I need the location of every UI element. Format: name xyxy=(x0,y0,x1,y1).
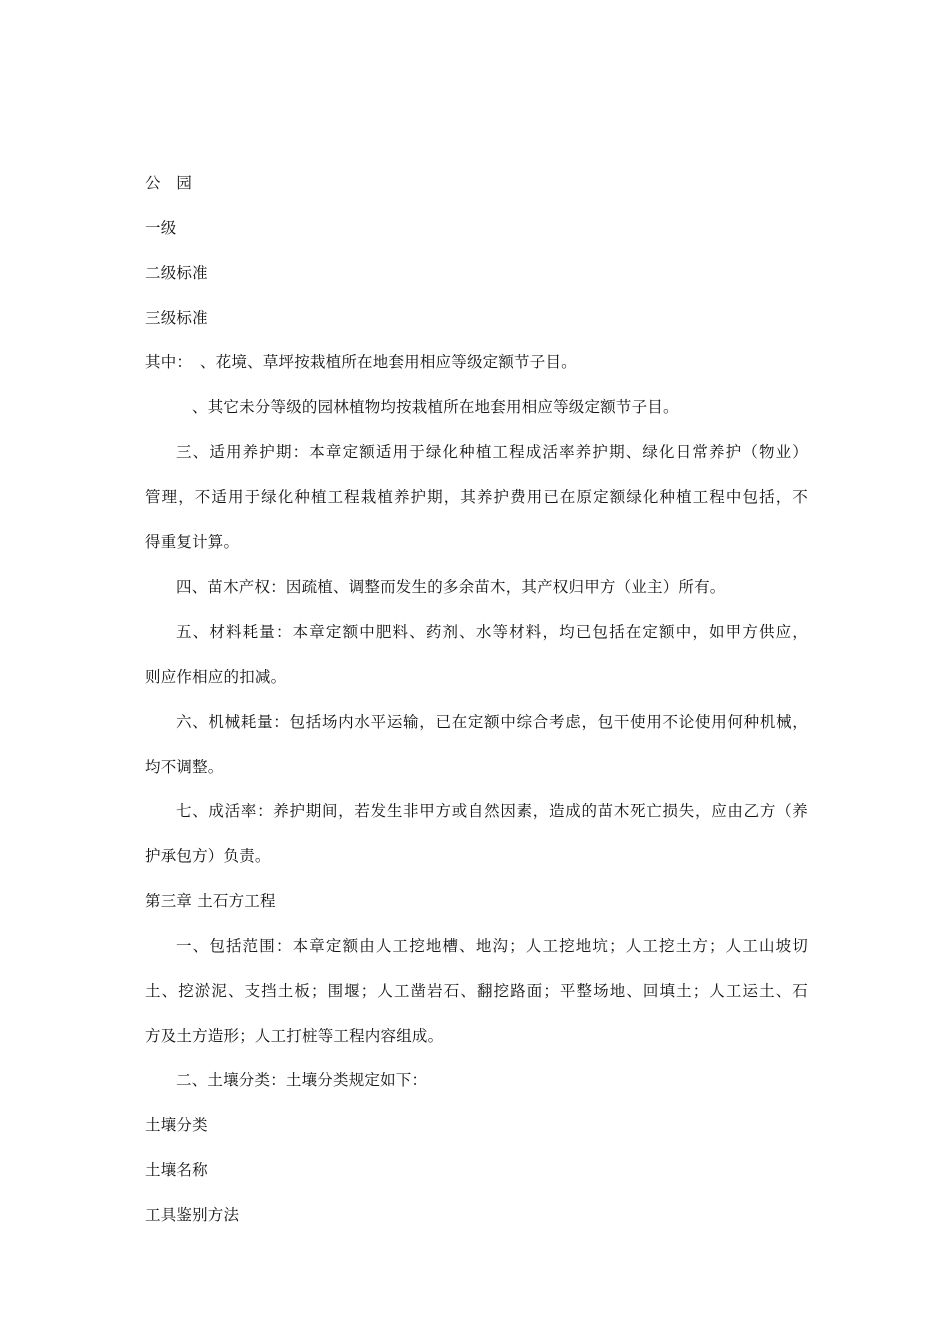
paragraph-applicable-period-line-3: 得重复计算。 xyxy=(145,533,240,551)
text-line-soil-category: 土壤分类 xyxy=(145,1116,208,1134)
text-line-level-two-standard: 二级标准 xyxy=(145,264,208,282)
paragraph-seedling-ownership: 四、苗木产权：因疏植、调整而发生的多余苗木，其产权归甲方（业主）所有。 xyxy=(176,578,726,596)
paragraph-machinery-consumption-line-2: 均不调整。 xyxy=(145,758,224,776)
paragraph-scope-line-1: 一、包括范围：本章定额由人工挖地槽、地沟；人工挖地坑；人工挖土方；人工山坡切 xyxy=(176,937,808,955)
text-line-level-one: 一级 xyxy=(145,219,177,237)
paragraph-material-consumption-line-1: 五、材料耗量：本章定额中肥料、药剂、水等材料，均已包括在定额中，如甲方供应， xyxy=(176,623,808,641)
paragraph-soil-classification: 二、土壤分类：土壤分类规定如下： xyxy=(176,1071,428,1089)
paragraph-applicable-period-line-2: 管理，不适用于绿化种植工程栽植养护期，其养护费用已在原定额绿化种植工程中包括，不 xyxy=(145,488,808,506)
text-line-tool-identification-method: 工具鉴别方法 xyxy=(145,1206,240,1224)
text-line-level-three-standard: 三级标准 xyxy=(145,309,208,327)
text-line-park: 公 园 xyxy=(145,174,193,192)
paragraph-survival-rate-line-1: 七、成活率：养护期间，若发生非甲方或自然因素，造成的苗木死亡损失，应由乙方（养 xyxy=(176,802,808,820)
paragraph-scope-line-2: 土、挖淤泥、支挡土板；围堰；人工凿岩石、翻挖路面；平整场地、回填土；人工运土、石 xyxy=(145,982,808,1000)
paragraph-material-consumption-line-2: 则应作相应的扣减。 xyxy=(145,668,287,686)
paragraph-machinery-consumption-line-1: 六、机械耗量：包括场内水平运输，已在定额中综合考虑，包干使用不论使用何种机械， xyxy=(176,713,808,731)
paragraph-applicable-period-line-1: 三、适用养护期：本章定额适用于绿化种植工程成活率养护期、绿化日常养护（物业） xyxy=(176,443,808,461)
text-line-note-flower-border: 其中： 、花境、草坪按栽植所在地套用相应等级定额节子目。 xyxy=(145,353,577,371)
paragraph-survival-rate-line-2: 护承包方）负责。 xyxy=(145,847,271,865)
text-line-soil-name: 土壤名称 xyxy=(145,1161,208,1179)
paragraph-scope-line-3: 方及土方造形；人工打桩等工程内容组成。 xyxy=(145,1027,444,1045)
text-line-note-other-plants: 、其它未分等级的园林植物均按栽植所在地套用相应等级定额节子目。 xyxy=(192,398,679,416)
chapter-heading-earthwork: 第三章 土石方工程 xyxy=(145,892,276,910)
